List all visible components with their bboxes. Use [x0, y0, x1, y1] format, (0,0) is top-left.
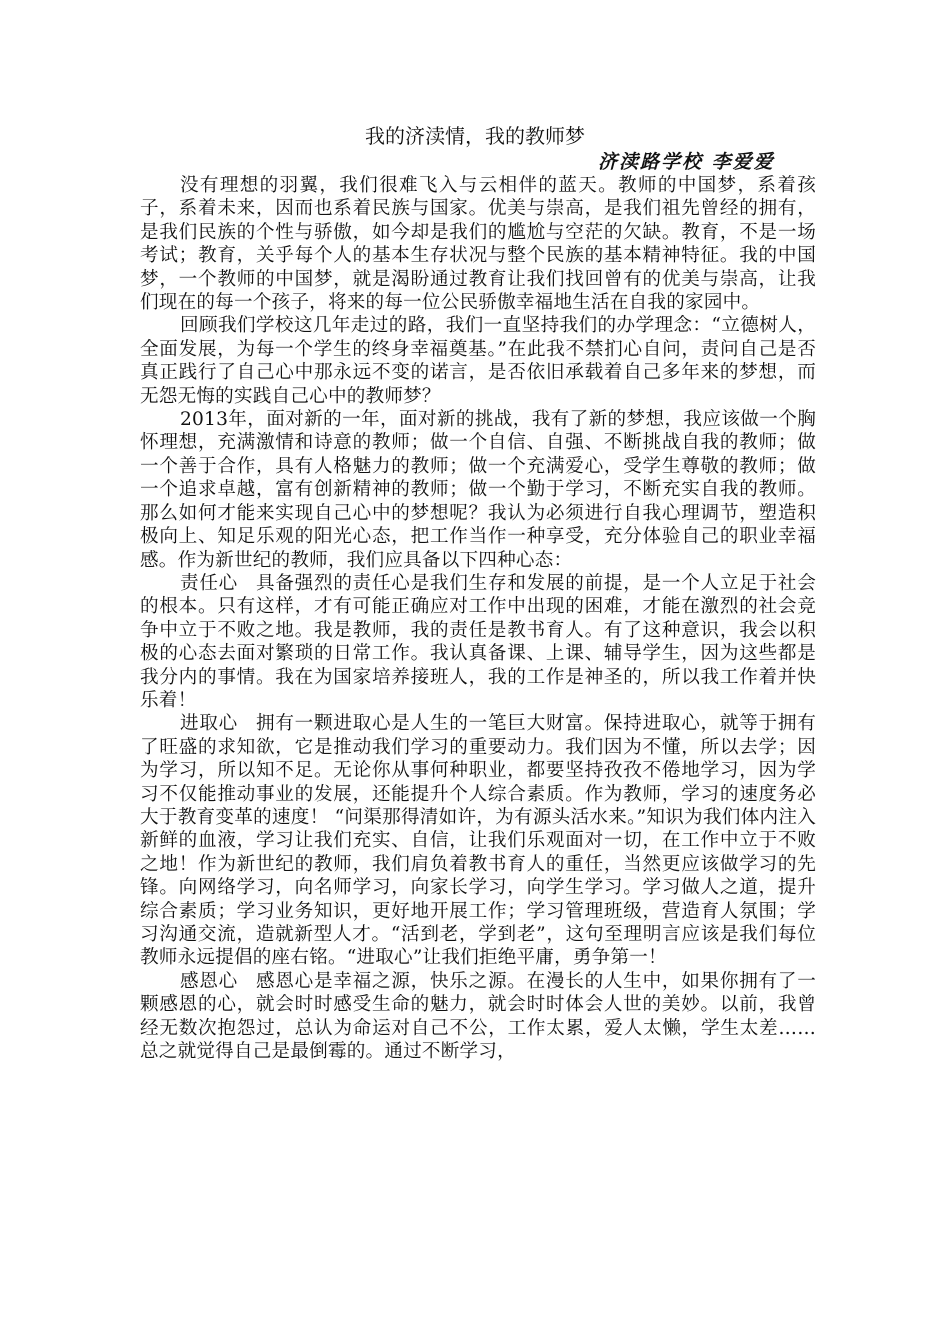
paragraph-text: 没有理想的羽翼，我们很难飞入与云相伴的蓝天。教师的中国梦，系着孩子，系着未来，因而也系着民族与国家。优美与崇高，是我们祖先曾经的拥有，是我们民族的个性与骄傲，如今却是我们的尴尬与空茫的欠缺。教育，不是一场考试；教育，关乎每个人的基本生存状况与整个民族的基本精神特征。我的中国梦，一个教师的中国梦，就是渴盼通过教育让我们找回曾有的优美与崇高，让我们现在的每一个孩子，将来的每一位公民骄傲幸福地生活在自我的家园中。 [140, 175, 816, 314]
document-title: 我的济渎情，我的教师梦 [365, 124, 585, 148]
paragraph-lead: 进取心 [180, 713, 238, 735]
paragraph-2013 [140, 408, 816, 572]
paragraph-text: 2013年，面对新的一年，面对新的挑战，我有了新的梦想，我应该做一个胸怀理想，充满激情和诗意的教师；做一个自信、自强、不断挑战自我的教师；做一个善于合作，具有人格魅力的教师；做一个充满爱心，受学生尊敬的教师；做一个追求卓越，富有创新精神的教师；做一个勤于学习，不断充实自我的教师。那么如何才能来实现自己心中的梦想呢？我认为必须进行自我心理调节，塑造积极向上、知足乐观的阳光心态，把工作当作一种享受，充分体验自己的职业幸福感。作为新世纪的教师，我们应具备以下四种心态： [140, 409, 816, 571]
paragraph-text: 感恩心是幸福之源，快乐之源。在漫长的人生中，如果你拥有了一颗感恩的心，就会时时感受生命的魅力，就会时时体会人世的美妙。以前，我曾经无数次抱怨过，总认为命运对自己不公，工作太累，爱人太懒，学生太差……总之就觉得自己是最倒霉的。通过不断学习， [140, 970, 816, 1063]
paragraph-gratitude [140, 970, 816, 1064]
paragraph-text: 回顾我们学校这几年走过的路，我们一直坚持我们的办学理念：“立德树人，全面发展，为每一个学生的终身幸福奠基。”在此我不禁扪心自问，责问自己是否真正践行了自己心中那永远不变的诺言，是否依旧承载着自己多年来的梦想，而无怨无悔的实践自己心中的教师梦？ [140, 315, 816, 407]
paragraph-responsibility [140, 572, 816, 712]
paragraph-text: 拥有一颗进取心是人生的一笔巨大财富。保持进取心，就等于拥有了旺盛的求知欲，它是推动我们学习的重要动力。我们因为不懂，所以去学；因为学习，所以知不足。无论你从事何种职业，都要坚持孜孜不倦地学习，因为学习不仅能推动事业的发展，还能提升个人综合素质。作为教师，学习的速度务必大于教育变革的速度！ “问渠那得清如许，为有源头活水来。”知识为我们体内注入新鲜的血液，学习让我们充实、自信，让我们乐观面对一切，在工作中立于不败之地！作为新世纪的教师，我们肩负着教书育人的重任，当然更应该做学习的先锋。向网络学习，向名师学习，向家长学习，向学生学习。学习做人之道，提升综合素质；学习业务知识，更好地开展工作；学习管理班级，营造育人氛围；学习沟通交流，造就新型人才。“活到老，学到老”，这句至理明言应该是我们每位教师永远提倡的座右铭。“进取心”让我们拒绝平庸，勇争第一！ [140, 713, 816, 969]
paragraph-lead: 感恩心 [180, 970, 238, 992]
author-byline: 济渎路学校 李爱爱 [598, 151, 775, 173]
paragraph-intro [140, 174, 816, 314]
paragraph-lead: 责任心 [180, 572, 238, 594]
paragraph-enterprising [140, 712, 816, 969]
document-body [140, 174, 816, 1063]
paragraph-text: 具备强烈的责任心是我们生存和发展的前提，是一个人立足于社会的根本。只有这样，才有可能正确应对工作中出现的困难，才能在激烈的社会竞争中立于不败之地。我是教师，我的责任是教书育人。有了这种意识，我会以积极的心态去面对繁琐的日常工作。我认真备课、上课、辅导学生，因为这些都是我分内的事情。我在为国家培养接班人，我的工作是神圣的，所以我工作着并快乐着！ [140, 572, 816, 711]
paragraph-review [140, 314, 816, 408]
